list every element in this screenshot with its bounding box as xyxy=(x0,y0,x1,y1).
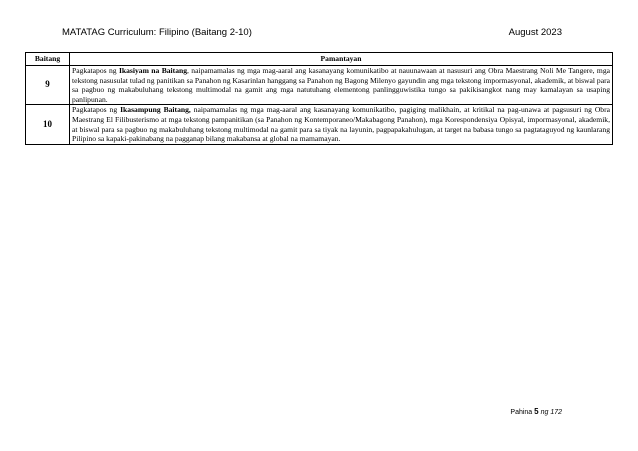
document-date: August 2023 xyxy=(508,27,562,38)
table-row xyxy=(26,105,613,144)
standard-cell xyxy=(70,105,613,144)
standard-text-body: , naipamamalas ng mga mag-aaral ang kasanayang komunikatibo at nauunawaan at nasusuri ang Obra Maestrang Noli Me Tangere, mga tekstong nasusulat tulad ng panitikan sa Panahon ng Kasarinlan hanggang sa Panahon ng Bagong Milenyo gayundin ang mga tekstong impormasyonal, akademik, at biswal para sa pagbuo ng makabuluhang tekstong multimodal na gamit ang mga natutuhang elementong panlingguwistika tungo sa pakikisangkot nang may kamalayan sa usaping panlipunan. xyxy=(72,66,610,104)
standards-table xyxy=(25,52,613,145)
standard-text-body: naipamamalas ng mga mag-aaral ang kasanayang komunikatibo, pagiging malikhain, at kritikal na pag-unawa at pagsusuri ng Obra Maestrang El Filibusterismo at mga tekstong pampanitikan (sa Panahon ng Kontemporaneo/Makabagong Panahon), mga Korespondensiya Opisyal, impormasyonal, akademik, at biswal para sa pagbuo ng makabuluhang tekstong multimodal na gamit para sa tiyak na layunin, pagpapakahulugan, at target na babasa tungo sa pagtataguyod ng kaunlarang Pilipino sa kapaki-pakinabang na pagganap bilang makabansa at global na mamamayan. xyxy=(72,105,611,144)
grade-cell: 10 xyxy=(26,105,70,144)
standard-text-pre: Pagkatapos ng xyxy=(72,66,119,75)
column-header-grade: Baitang xyxy=(26,53,70,66)
standard-text-grade-name: Ikasampung Baitang, xyxy=(120,105,191,115)
standard-cell xyxy=(70,66,613,105)
page-number xyxy=(510,407,562,416)
column-header-standard: Pamantayan xyxy=(70,53,613,66)
page-of-label: ng xyxy=(540,409,549,416)
table-row xyxy=(26,66,613,105)
grade-cell: 9 xyxy=(26,66,70,105)
standard-text-grade-name: Ikasiyam na Baitang xyxy=(118,66,188,75)
table-header-row xyxy=(26,53,613,66)
standard-text-pre: Pagkatapos ng xyxy=(72,105,121,115)
page-num: 5 xyxy=(534,407,539,416)
page-label: Pahina xyxy=(510,409,533,416)
page-total: 172 xyxy=(550,409,562,416)
document-title: MATATAG Curriculum: Filipino (Baitang 2-10) xyxy=(62,27,252,38)
